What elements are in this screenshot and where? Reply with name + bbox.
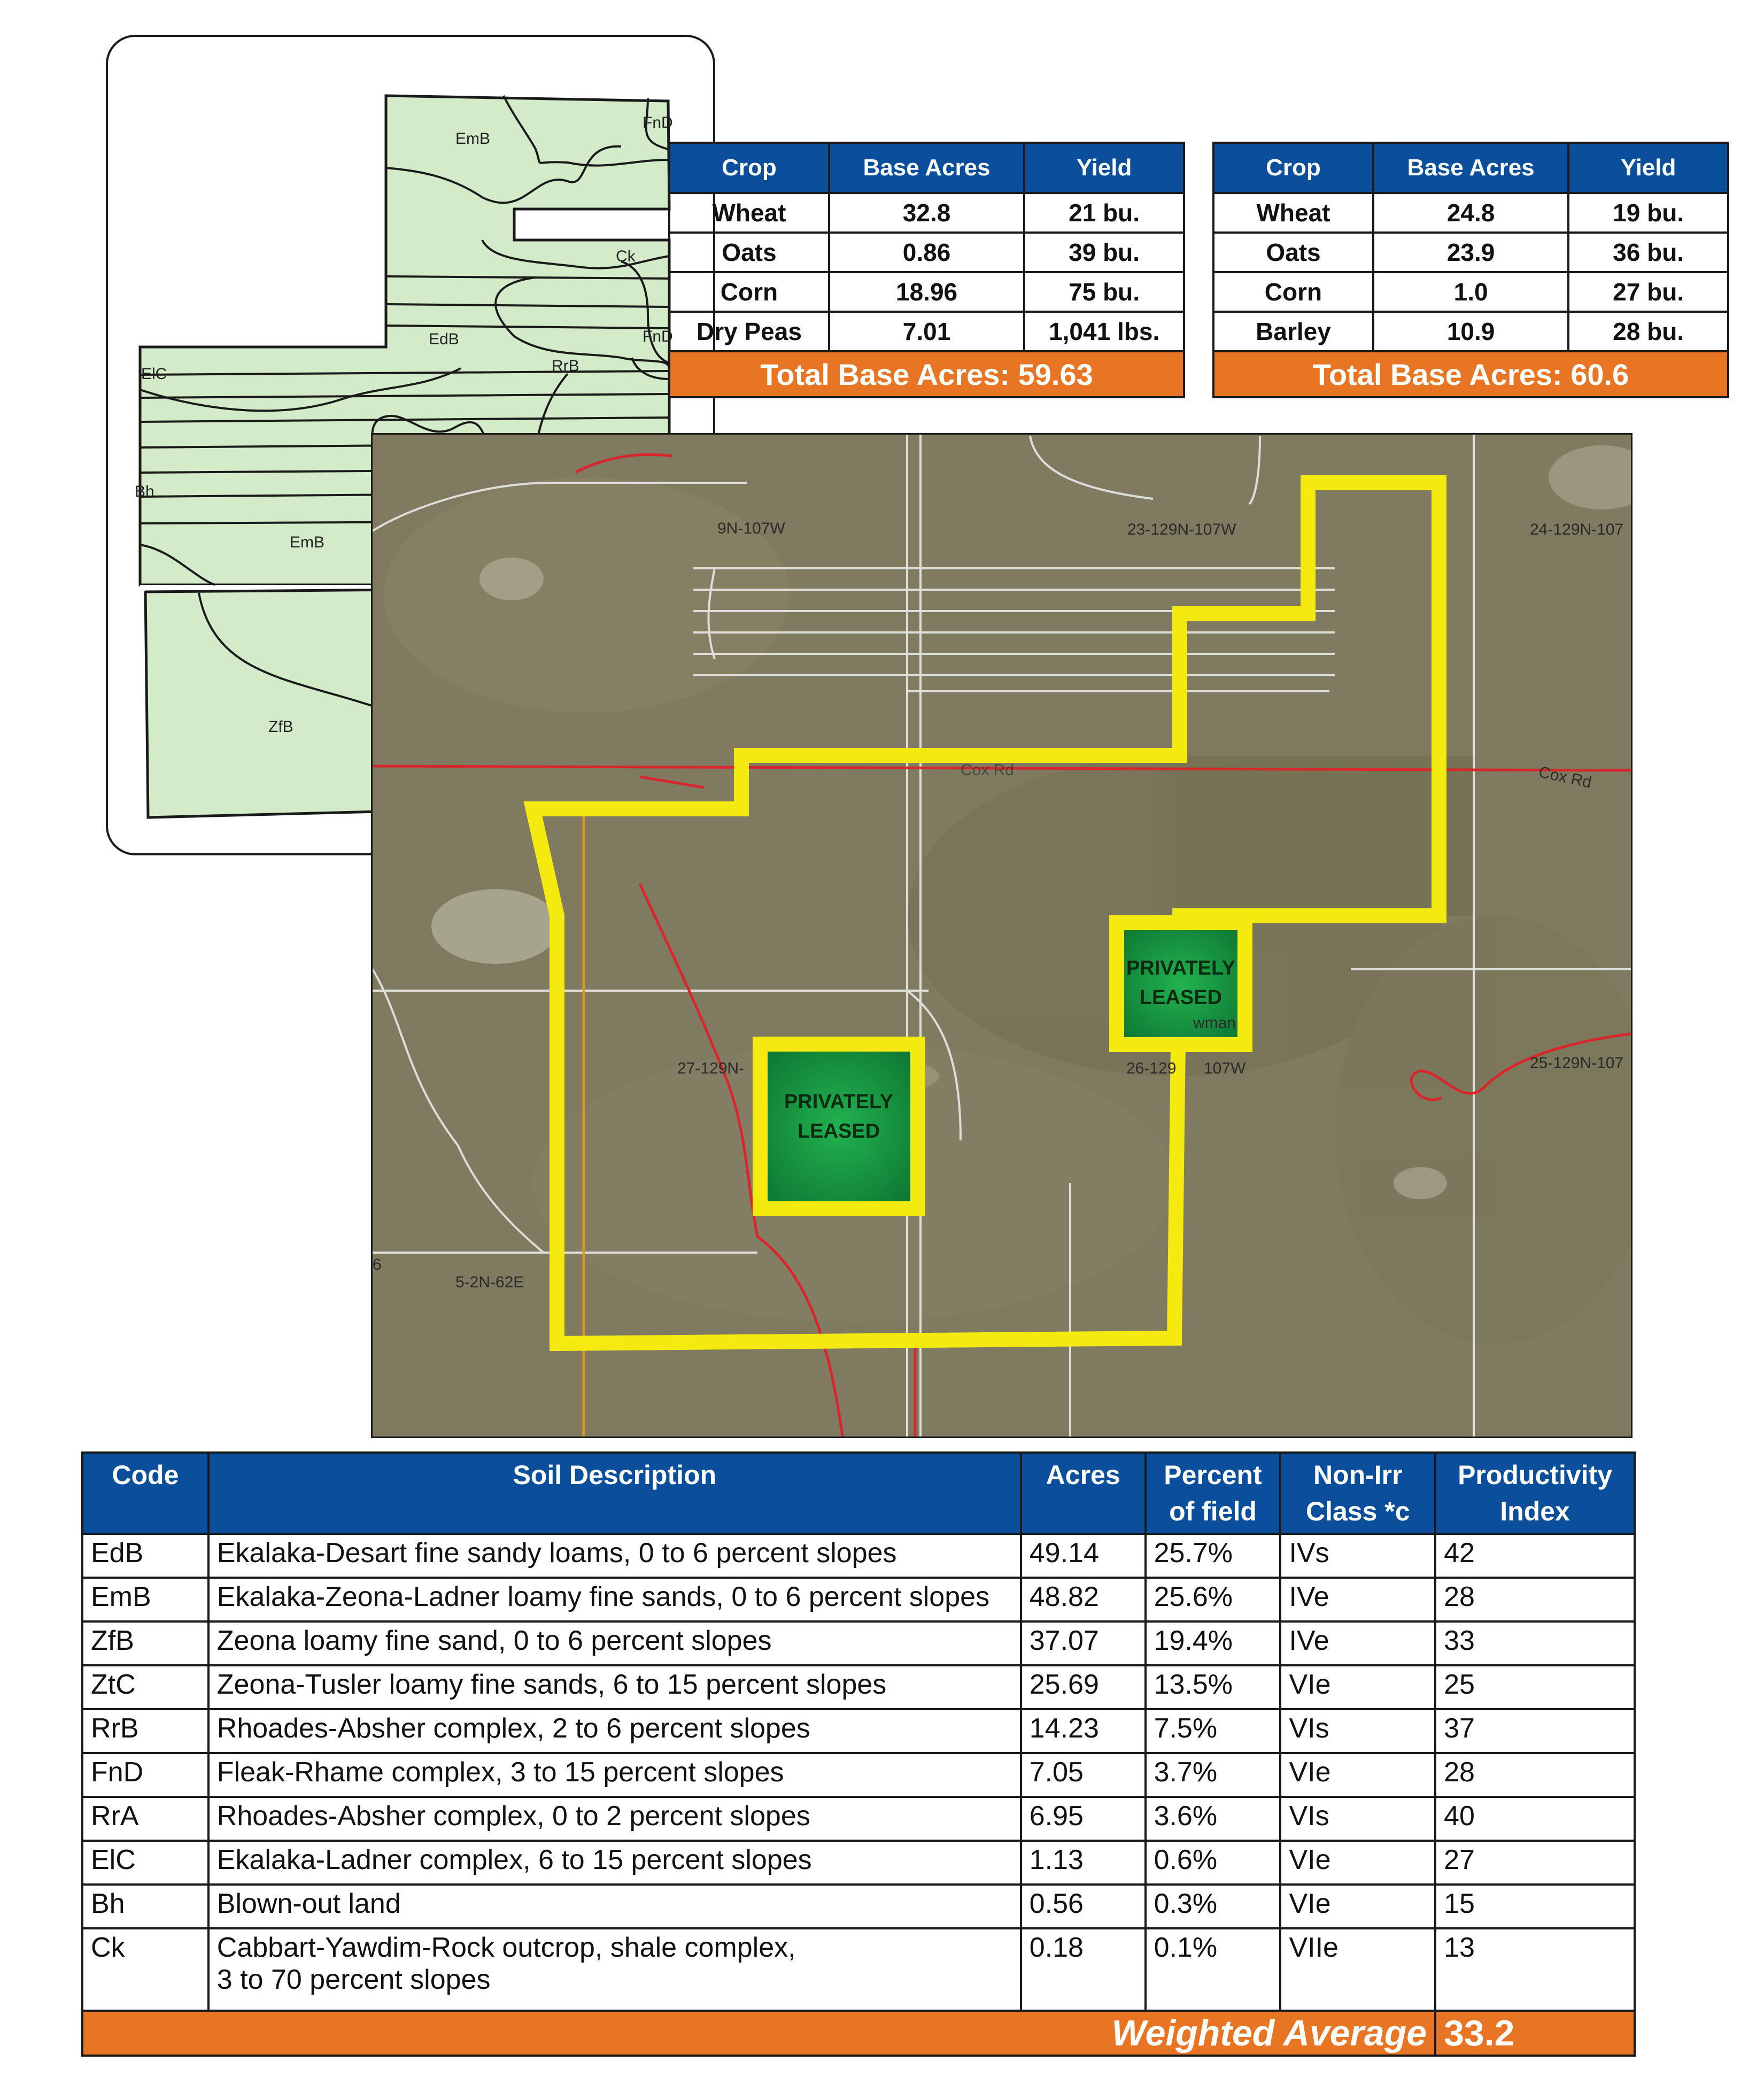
description-cell: Ekalaka-Zeona-Ladner loamy fine sands, 0 to 6 percent slopes	[208, 1578, 1021, 1621]
acres-cell: 0.56	[1021, 1885, 1146, 1928]
acres-cell: 25.69	[1021, 1665, 1146, 1709]
table-row	[669, 193, 1184, 233]
percent-cell: 7.5%	[1146, 1709, 1281, 1753]
soil-label-fnd: FnD	[643, 328, 673, 345]
code-cell: RrA	[82, 1797, 208, 1841]
acres-cell: 6.95	[1021, 1797, 1146, 1841]
table-row	[669, 233, 1184, 272]
crop-cell: Corn	[669, 272, 829, 312]
description-cell: Rhoades-Absher complex, 2 to 6 percent slopes	[208, 1709, 1021, 1753]
crop-cell: Dry Peas	[669, 312, 829, 351]
total-base-acres: Total Base Acres: 60.6	[1213, 351, 1728, 397]
section-label: 9N-107W	[717, 520, 785, 537]
class-cell: VIe	[1280, 1841, 1435, 1885]
section-label: 5-2N-62E	[455, 1273, 524, 1291]
acres-cell: 7.05	[1021, 1753, 1146, 1797]
soil-label-bh: Bh	[135, 483, 154, 500]
code-cell: EdB	[82, 1534, 208, 1578]
table-row	[1213, 312, 1728, 351]
code-cell: ZfB	[82, 1621, 208, 1665]
base-acres-cell: 1.0	[1373, 272, 1568, 312]
col-header-base-acres: Base Acres	[1373, 143, 1568, 193]
percent-cell: 25.7%	[1146, 1534, 1281, 1578]
productivity-cell: 25	[1435, 1665, 1635, 1709]
section-label: 107W	[1204, 1060, 1246, 1077]
table-row	[82, 1665, 1635, 1709]
yield-cell: 1,041 lbs.	[1024, 312, 1184, 351]
table-row	[82, 1534, 1635, 1578]
crop-cell: Oats	[1213, 233, 1373, 272]
table-row	[82, 1621, 1635, 1665]
table-row	[82, 1797, 1635, 1841]
soil-table	[81, 1451, 1636, 2057]
description-cell: Fleak-Rhame complex, 3 to 15 percent slopes	[208, 1753, 1021, 1797]
road-label-cox: Cox Rd	[1537, 763, 1593, 792]
section-label: 25-129N-107	[1530, 1054, 1624, 1072]
base-acres-cell: 0.86	[829, 233, 1024, 272]
col-header-non-irr-class: Non-Irr Class *c	[1280, 1453, 1435, 1534]
soil-label-rrb: RrB	[552, 357, 579, 375]
soil-label-fnd: FnD	[643, 114, 673, 132]
soil-label-edb: EdB	[429, 330, 459, 348]
code-cell: Bh	[82, 1885, 208, 1928]
productivity-cell: 37	[1435, 1709, 1635, 1753]
table-row	[82, 1709, 1635, 1753]
base-acres-cell: 32.8	[829, 193, 1024, 233]
crop-cell: Barley	[1213, 312, 1373, 351]
yield-cell: 75 bu.	[1024, 272, 1184, 312]
aerial-map-svg	[373, 435, 1633, 1438]
yield-cell: 19 bu.	[1568, 193, 1728, 233]
col-header-yield: Yield	[1568, 143, 1728, 193]
class-cell: VIs	[1280, 1709, 1435, 1753]
col-header-percent-of-field: Percent of field	[1146, 1453, 1281, 1534]
col-header-acres: Acres	[1021, 1453, 1146, 1534]
class-cell: VIe	[1280, 1665, 1435, 1709]
acres-cell: 1.13	[1021, 1841, 1146, 1885]
yield-cell: 39 bu.	[1024, 233, 1184, 272]
total-base-acres: Total Base Acres: 59.63	[669, 351, 1184, 397]
percent-cell: 19.4%	[1146, 1621, 1281, 1665]
table-row	[1213, 272, 1728, 312]
crop-cell: Oats	[669, 233, 829, 272]
class-cell: VIs	[1280, 1797, 1435, 1841]
code-cell: FnD	[82, 1753, 208, 1797]
base-acres-cell: 7.01	[829, 312, 1024, 351]
description-cell: Ekalaka-Desart fine sandy loams, 0 to 6 percent slopes	[208, 1534, 1021, 1578]
percent-cell: 3.6%	[1146, 1797, 1281, 1841]
crop-table-2	[1212, 142, 1729, 398]
soil-label-emb: EmB	[290, 534, 325, 551]
description-cell: Blown-out land	[208, 1885, 1021, 1928]
class-cell: IVs	[1280, 1534, 1435, 1578]
productivity-cell: 13	[1435, 1928, 1635, 2011]
base-acres-cell: 23.9	[1373, 233, 1568, 272]
productivity-cell: 28	[1435, 1753, 1635, 1797]
table-row	[1213, 193, 1728, 233]
soil-label-zfb: ZfB	[268, 718, 293, 736]
class-cell: VIe	[1280, 1753, 1435, 1797]
code-cell: Ck	[82, 1928, 208, 2011]
leased-label-line1: PRIVATELY	[1126, 957, 1236, 979]
leased-label-line2: LEASED	[797, 1120, 880, 1142]
section-label: 27-129N-	[677, 1060, 745, 1077]
code-cell: ZtC	[82, 1665, 208, 1709]
col-header-code: Code	[82, 1453, 208, 1534]
productivity-cell: 33	[1435, 1621, 1635, 1665]
yield-cell: 21 bu.	[1024, 193, 1184, 233]
base-acres-cell: 18.96	[829, 272, 1024, 312]
road-label-faded: Cox Rd	[961, 761, 1015, 779]
percent-cell: 13.5%	[1146, 1665, 1281, 1709]
table-row	[1213, 233, 1728, 272]
crop-table-1	[668, 142, 1185, 398]
table-row	[82, 1578, 1635, 1621]
description-cell: Zeona-Tusler loamy fine sands, 6 to 15 percent slopes	[208, 1665, 1021, 1709]
productivity-cell: 42	[1435, 1534, 1635, 1578]
productivity-cell: 27	[1435, 1841, 1635, 1885]
class-cell: VIe	[1280, 1885, 1435, 1928]
col-header-yield: Yield	[1024, 143, 1184, 193]
leased-label-line2: LEASED	[1139, 986, 1223, 1009]
percent-cell: 0.6%	[1146, 1841, 1281, 1885]
soil-label-ck: Ck	[616, 248, 636, 265]
soil-label-emb: EmB	[455, 130, 491, 148]
crop-cell: Wheat	[669, 193, 829, 233]
acres-cell: 37.07	[1021, 1621, 1146, 1665]
section-label: 23-129N-107W	[1127, 521, 1236, 538]
percent-cell: 25.6%	[1146, 1578, 1281, 1621]
percent-cell: 3.7%	[1146, 1753, 1281, 1797]
section-label: 26-129	[1126, 1060, 1177, 1077]
acres-cell: 14.23	[1021, 1709, 1146, 1753]
productivity-cell: 40	[1435, 1797, 1635, 1841]
section-label: wman	[1193, 1014, 1236, 1032]
aerial-map	[371, 433, 1633, 1438]
section-label: 24-129N-107	[1530, 521, 1624, 538]
weighted-average-label: Weighted Average	[82, 2011, 1435, 2056]
productivity-cell: 28	[1435, 1578, 1635, 1621]
acres-cell: 49.14	[1021, 1534, 1146, 1578]
soil-rows	[82, 1534, 1635, 2011]
col-header-base-acres: Base Acres	[829, 143, 1024, 193]
description-cell: Ekalaka-Ladner complex, 6 to 15 percent slopes	[208, 1841, 1021, 1885]
productivity-cell: 15	[1435, 1885, 1635, 1928]
table-row	[82, 1753, 1635, 1797]
crop-cell: Corn	[1213, 272, 1373, 312]
description-cell: Zeona loamy fine sand, 0 to 6 percent slopes	[208, 1621, 1021, 1665]
table-row	[669, 272, 1184, 312]
yield-cell: 27 bu.	[1568, 272, 1728, 312]
crop-cell: Wheat	[1213, 193, 1373, 233]
table-row	[82, 1928, 1635, 2011]
col-header-crop: Crop	[669, 143, 829, 193]
col-header-soil-description: Soil Description	[208, 1453, 1021, 1534]
acres-cell: 48.82	[1021, 1578, 1146, 1621]
leased-label-line1: PRIVATELY	[784, 1091, 894, 1113]
table-row	[82, 1885, 1635, 1928]
base-acres-cell: 24.8	[1373, 193, 1568, 233]
percent-cell: 0.3%	[1146, 1885, 1281, 1928]
base-acres-cell: 10.9	[1373, 312, 1568, 351]
class-cell: IVe	[1280, 1578, 1435, 1621]
class-cell: IVe	[1280, 1621, 1435, 1665]
acres-cell: 0.18	[1021, 1928, 1146, 2011]
percent-cell: 0.1%	[1146, 1928, 1281, 2011]
class-cell: VIIe	[1280, 1928, 1435, 2011]
col-header-productivity-index: Productivity Index	[1435, 1453, 1635, 1534]
description-cell: Cabbart-Yawdim-Rock outcrop, shale complex, 3 to 70 percent slopes	[208, 1928, 1021, 2011]
table-row	[669, 312, 1184, 351]
code-cell: RrB	[82, 1709, 208, 1753]
yield-cell: 28 bu.	[1568, 312, 1728, 351]
description-cell: Rhoades-Absher complex, 0 to 2 percent slopes	[208, 1797, 1021, 1841]
weighted-average-value: 33.2	[1435, 2011, 1635, 2056]
code-cell: EmB	[82, 1578, 208, 1621]
table-row	[82, 1841, 1635, 1885]
section-label: 6	[373, 1256, 382, 1273]
col-header-crop: Crop	[1213, 143, 1373, 193]
yield-cell: 36 bu.	[1568, 233, 1728, 272]
code-cell: ElC	[82, 1841, 208, 1885]
soil-label-elc: ElC	[141, 365, 167, 383]
